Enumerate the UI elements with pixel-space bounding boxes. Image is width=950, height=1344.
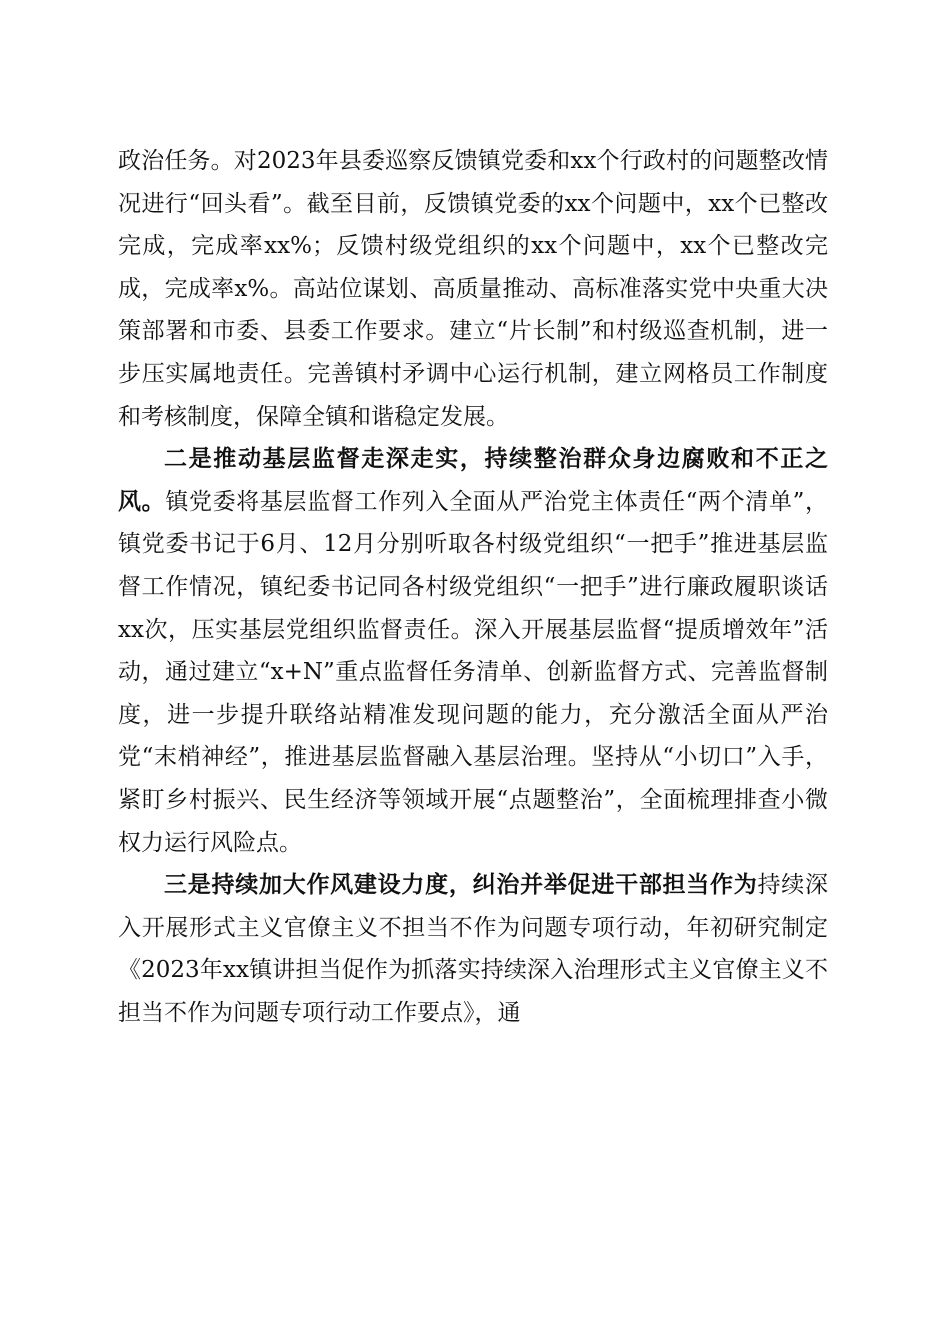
paragraph-3-text: 持续深入开展形式主义官僚主义不担当不作为问题专项行动，年初研究制定《2023年xx镇讲担当促作为抓落实持续深入治理形式主义官僚主义不担当不作为问题专项行动工作要点》，通 (118, 872, 829, 1026)
document-body (118, 140, 828, 1034)
paragraph-2 (118, 438, 828, 864)
paragraph-3 (118, 864, 828, 1034)
paragraph-3-lead: 三是持续加大作风建设力度，纠治并举促进干部担当作为 (164, 871, 758, 899)
paragraph-1 (118, 140, 828, 438)
paragraph-2-text: 镇党委将基层监督工作列入全面从严治党主体责任“两个清单”，镇党委书记于6月、12月分别听取各村级党组织“一把手”推进基层监督工作情况，镇纪委书记同各村级党组织“一把手”进行廉政履职谈话xx次，压实基层党组织监督责任。深入开展基层监督“提质增效年”活动，通过建立“x+N”重点监督任务清单、创新监督方式、完善监督制度，进一步提升联络站精准发现问题的能力，充分激活全面从严治党“末梢神经”，推进基层监督融入基层治理。坚持从“小切口”入手，紧盯乡村振兴、民生经济等领域开展“点题整治”，全面梳理排查小微权力运行风险点。 (118, 488, 828, 856)
paragraph-2-lead: 二是推动基层监督走深走实，持续整治群众身边腐败和不正之风。 (118, 445, 828, 515)
paragraph-1-text: 政治任务。对2023年县委巡察反馈镇党委和xx个行政村的问题整改情况进行“回头看”。截至目前，反馈镇党委的xx个问题中，xx个已整改完成，完成率xx%；反馈村级党组织的xx个问题中，xx个已整改完成，完成率x%。高站位谋划、高质量推动、高标准落实党中央重大决策部署和市委、县委工作要求。建立“片长制”和村级巡查机制，进一步压实属地责任。完善镇村矛调中心运行机制，建立网格员工作制度和考核制度，保障全镇和谐稳定发展。 (118, 148, 828, 430)
